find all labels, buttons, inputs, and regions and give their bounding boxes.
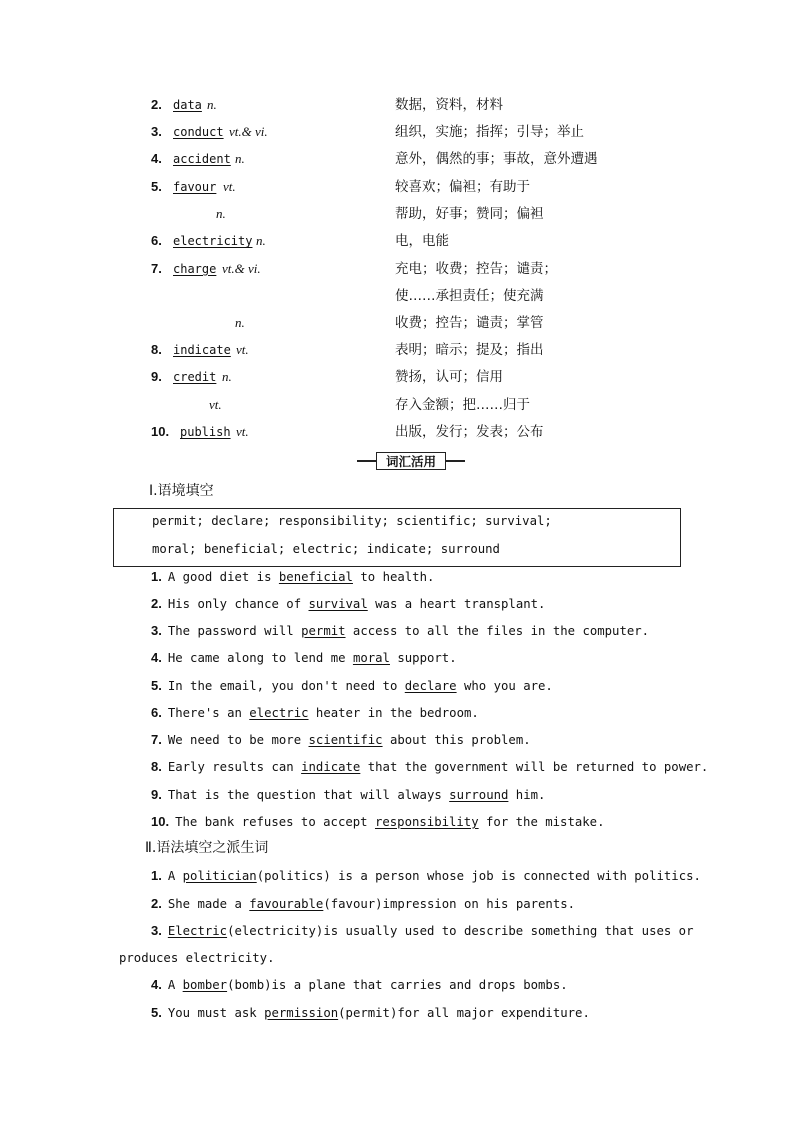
vocab-row [0, 175, 793, 199]
part-of-speech: vt. [236, 424, 249, 439]
item-number: 1. [151, 868, 162, 883]
item-number: 10. [151, 424, 170, 439]
question-text: We need to be more [167, 733, 309, 747]
question-item [151, 674, 553, 698]
item-number: 9. [151, 369, 162, 384]
part-of-speech: n. [207, 97, 217, 112]
question-text: In the email, you don't need to [167, 679, 405, 693]
vocab-row [0, 202, 793, 226]
vocab-row [0, 93, 793, 117]
section-heading: Ⅱ.语法填空之派生词 [145, 840, 269, 856]
vocab-word: conduct [173, 125, 224, 139]
vocab-word: data [173, 98, 202, 112]
item-number: 4. [151, 977, 162, 992]
vocab-meaning: 组织，实施；指挥；引导；举止 [395, 124, 584, 140]
part-of-speech: vt. [209, 397, 222, 412]
question-item [151, 755, 708, 779]
item-number: 3. [151, 923, 162, 938]
answer-blank: bomber [182, 978, 228, 992]
item-number: 5. [151, 179, 162, 194]
question-text: support. [389, 651, 457, 665]
answer-blank: survival [308, 597, 368, 611]
question-item [151, 565, 434, 589]
question-text: You must ask [167, 1006, 265, 1020]
part-of-speech: vt.& vi. [229, 124, 268, 139]
question-text: A good diet is [167, 570, 279, 584]
section-heading: Ⅰ.语境填空 [149, 483, 214, 499]
item-number: 6. [151, 705, 162, 720]
question-text: about this problem. [382, 733, 531, 747]
vocab-row [0, 338, 793, 362]
vocab-word: favour [173, 180, 217, 194]
question-item [151, 783, 545, 807]
vocab-meaning: 存入金额；把……归于 [395, 397, 530, 413]
question-text: (permit)for all major expenditure. [338, 1006, 590, 1020]
answer-blank: beneficial [278, 570, 353, 584]
question-text: heater in the bedroom. [308, 706, 479, 720]
question-item [151, 919, 694, 943]
question-item [151, 864, 701, 888]
answer-blank: scientific [308, 733, 383, 747]
item-number: 6. [151, 233, 162, 248]
item-number: 7. [151, 732, 162, 747]
item-number: 5. [151, 678, 162, 693]
answer-blank: favourable [249, 897, 324, 911]
question-text: for the mistake. [478, 815, 605, 829]
part-of-speech: n. [235, 151, 245, 166]
question-text: to health. [352, 570, 435, 584]
vocab-meaning: 帮助，好事；赞同；偏袒 [395, 206, 544, 222]
vocab-word: electricity [173, 234, 253, 248]
item-number: 9. [151, 787, 162, 802]
item-number: 8. [151, 759, 162, 774]
question-item [151, 619, 649, 643]
word-bank-box [113, 508, 681, 567]
question-item [151, 701, 479, 725]
word-bank-line: permit; declare; responsibility; scientific; survival; [152, 514, 552, 528]
answer-blank: indicate [301, 760, 361, 774]
item-number: 8. [151, 342, 162, 357]
vocab-row [0, 257, 793, 281]
question-text: (electricity)is usually used to describe something that uses or [227, 924, 694, 938]
item-number: 1. [151, 569, 162, 584]
question-text: (bomb)is a plane that carries and drops bombs. [227, 978, 568, 992]
part-of-speech: vt. [236, 342, 249, 357]
item-number: 2. [151, 596, 162, 611]
part-of-speech: n. [222, 369, 232, 384]
vocab-word: publish [180, 425, 231, 439]
vocab-row [0, 229, 793, 253]
question-item [151, 810, 604, 834]
word-bank-line: moral; beneficial; electric; indicate; surround [152, 542, 500, 556]
question-text: A [167, 869, 183, 883]
answer-blank: permit [301, 624, 346, 638]
item-number: 2. [151, 896, 162, 911]
section-banner [357, 452, 465, 470]
part-of-speech: n. [235, 315, 245, 330]
item-number: 4. [151, 650, 162, 665]
question-item [151, 973, 568, 997]
part-of-speech: vt. [223, 179, 236, 194]
vocab-meaning: 数据，资料，材料 [395, 97, 503, 113]
vocab-meaning: 电，电能 [395, 233, 449, 249]
vocab-word: charge [173, 262, 217, 276]
answer-blank: surround [449, 788, 509, 802]
item-number: 7. [151, 261, 162, 276]
question-text: that the government will be returned to power. [360, 760, 709, 774]
banner-rule-left [357, 460, 376, 462]
banner-title: 词汇活用 [376, 452, 446, 470]
question-text: That is the question that will always [167, 788, 450, 802]
vocab-word: accident [173, 152, 231, 166]
vocab-row [0, 311, 793, 335]
question-item [151, 892, 575, 916]
question-item [151, 592, 545, 616]
question-text: (favour)impression on his parents. [323, 897, 576, 911]
vocab-meaning: 使……承担责任；使充满 [395, 288, 544, 304]
vocab-meaning: 较喜欢；偏袒；有助于 [395, 179, 530, 195]
vocab-meaning: 出版，发行；发表；公布 [395, 424, 544, 440]
vocab-word: indicate [173, 343, 231, 357]
question-text: He came along to lend me [167, 651, 353, 665]
question-item [151, 728, 531, 752]
vocab-meaning: 赞扬，认可；信用 [395, 369, 503, 385]
answer-blank: permission [264, 1006, 339, 1020]
vocab-row [0, 420, 793, 444]
question-text: His only chance of [167, 597, 309, 611]
answer-blank: politician [182, 869, 257, 883]
item-number: 3. [151, 623, 162, 638]
answer-blank: electric [249, 706, 309, 720]
item-number: 5. [151, 1005, 162, 1020]
question-text: A [167, 978, 183, 992]
question-text: She made a [167, 897, 250, 911]
vocab-row [0, 393, 793, 417]
part-of-speech: n. [256, 233, 266, 248]
question-text: The bank refuses to accept [175, 815, 375, 829]
answer-blank: declare [404, 679, 457, 693]
question-text: access to all the files in the computer. [345, 624, 650, 638]
item-number: 3. [151, 124, 162, 139]
answer-blank: Electric [167, 924, 228, 938]
part-of-speech: n. [216, 206, 226, 221]
question-text: There's an [167, 706, 250, 720]
question-text: was a heart transplant. [367, 597, 546, 611]
item-number: 10. [151, 814, 170, 829]
vocab-row [0, 284, 793, 308]
answer-blank: responsibility [374, 815, 479, 829]
vocab-row [0, 120, 793, 144]
question-text: who you are. [456, 679, 553, 693]
question-item [151, 1001, 590, 1025]
vocab-row [0, 147, 793, 171]
item-number: 2. [151, 97, 162, 112]
question-continuation: produces electricity. [119, 951, 275, 965]
question-text: (politics) is a person whose job is connected with politics. [256, 869, 701, 883]
item-number: 4. [151, 151, 162, 166]
vocab-meaning: 充电；收费；控告；谴责； [395, 261, 557, 277]
vocab-word: credit [173, 370, 217, 384]
banner-rule-right [446, 460, 465, 462]
question-text: Early results can [167, 760, 302, 774]
question-item [151, 646, 457, 670]
question-text: him. [508, 788, 546, 802]
part-of-speech: vt.& vi. [222, 261, 261, 276]
question-text: The password will [167, 624, 302, 638]
answer-blank: moral [352, 651, 390, 665]
vocab-row [0, 365, 793, 389]
vocab-meaning: 意外，偶然的事；事故，意外遭遇 [395, 151, 598, 167]
vocab-meaning: 收费；控告；谴责；掌管 [395, 315, 544, 331]
vocab-meaning: 表明；暗示；提及；指出 [395, 342, 544, 358]
